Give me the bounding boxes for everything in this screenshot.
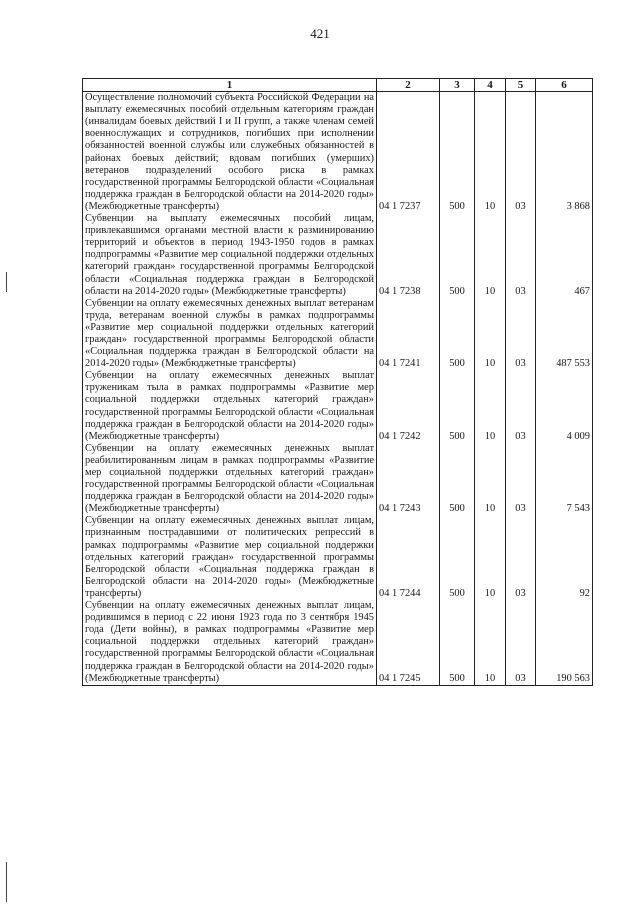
table-header-row	[83, 79, 593, 92]
row-description: Субвенции на оплату ежемесячных денежных выплат лицам, признанным пострадавшими от политических репрессий в рамках подпрограммы «Развитие мер социальной поддержки отдельных категорий граждан» государственной программы Белгородской области «Социальная поддержка граждан в Белгородской области на 2014-2020 годы» (Межбюджетные трансферты)	[83, 515, 377, 600]
budget-table	[82, 78, 593, 686]
row-description: Субвенции на оплату ежемесячных денежных выплат реабилитированным лицам в рамках подпрограммы «Развитие мер социальной поддержки отдельных категорий граждан» государственной программы Белгородской области «Социальная поддержка граждан в Белгородской области на 2014-2020 годы» (Межбюджетные трансферты)	[83, 443, 377, 516]
row-col3: 500	[440, 92, 475, 213]
column-header: 3	[440, 79, 475, 92]
row-amount: 3 868	[536, 92, 593, 213]
row-amount: 487 553	[536, 298, 593, 371]
margin-mark	[6, 862, 7, 902]
row-col5: 03	[506, 443, 536, 516]
row-col4: 10	[475, 515, 506, 600]
table-row	[83, 515, 593, 600]
column-header: 5	[506, 79, 536, 92]
table-row	[83, 213, 593, 298]
row-amount: 467	[536, 213, 593, 298]
row-col4: 10	[475, 600, 506, 685]
row-col5: 03	[506, 515, 536, 600]
row-col4: 10	[475, 213, 506, 298]
row-description: Осуществление полномочий субъекта Российской Федерации на выплату ежемесячных пособий отдельным категориям граждан (инвалидам боевых действий I и II групп, а также членам семей военнослужащих и сотрудников, погибших при исполнении обязанностей военной службы или служебных обязанностей в районах боевых действий; вдовам погибших (умерших) ветеранов подразделений особого риска в рамках государственной программы Белгородской области «Социальная поддержка граждан в Белгородской области на 2014-2020 годы» (Межбюджетные трансферты)	[83, 92, 377, 213]
row-code: 04 1 7244	[377, 515, 440, 600]
row-col4: 10	[475, 443, 506, 516]
row-col5: 03	[506, 600, 536, 685]
row-col4: 10	[475, 370, 506, 443]
row-col3: 500	[440, 515, 475, 600]
margin-mark	[6, 272, 7, 292]
row-code: 04 1 7243	[377, 443, 440, 516]
row-amount: 92	[536, 515, 593, 600]
row-description: Субвенции на оплату ежемесячных денежных выплат лицам, родившимся в период с 22 июня 1923 года по 3 сентября 1945 года (Дети войны), в рамках подпрограммы «Развитие мер социальной поддержки отдельных категорий граждан» государственной программы Белгородской области «Социальная поддержка граждан в Белгородской области на 2014-2020 годы» (Межбюджетные трансферты)	[83, 600, 377, 685]
row-col3: 500	[440, 370, 475, 443]
row-description: Субвенции на выплату ежемесячных пособий лицам, привлекавшимся органами местной власти к разминированию территорий и объектов в период 1943-1950 годов в рамках подпрограммы «Развитие мер социальной поддержки отдельных категорий граждан» государственной программы Белгородской области «Социальная поддержка граждан в Белгородской области на 2014-2020 годы» (Межбюджетные трансферты)	[83, 213, 377, 298]
row-col3: 500	[440, 213, 475, 298]
row-amount: 190 563	[536, 600, 593, 685]
row-amount: 4 009	[536, 370, 593, 443]
column-header: 1	[83, 79, 377, 92]
column-header: 6	[536, 79, 593, 92]
row-col3: 500	[440, 443, 475, 516]
row-col4: 10	[475, 298, 506, 371]
row-code: 04 1 7237	[377, 92, 440, 213]
row-col5: 03	[506, 213, 536, 298]
row-col5: 03	[506, 92, 536, 213]
table-row	[83, 92, 593, 213]
table-row	[83, 443, 593, 516]
page-number: 421	[310, 26, 330, 41]
row-code: 04 1 7241	[377, 298, 440, 371]
row-code: 04 1 7242	[377, 370, 440, 443]
row-col3: 500	[440, 298, 475, 371]
row-col5: 03	[506, 370, 536, 443]
table-row	[83, 298, 593, 371]
row-description: Субвенции на оплату ежемесячных денежных выплат труженикам тыла в рамках подпрограммы «Развитие мер социальной поддержки отдельных категорий граждан» государственной программы Белгородской области «Социальная поддержка граждан в Белгородской области на 2014-2020 годы» (Межбюджетные трансферты)	[83, 370, 377, 443]
column-header: 4	[475, 79, 506, 92]
row-col3: 500	[440, 600, 475, 685]
row-description: Субвенции на оплату ежемесячных денежных выплат ветеранам труда, ветеранам военной службы в рамках подпрограммы «Развитие мер социальной поддержки отдельных категорий граждан» государственной программы Белгородской области «Социальная поддержка граждан в Белгородской области на 2014-2020 годы» (Межбюджетные трансферты)	[83, 298, 377, 371]
table-row	[83, 600, 593, 685]
row-col4: 10	[475, 92, 506, 213]
row-col5: 03	[506, 298, 536, 371]
row-code: 04 1 7245	[377, 600, 440, 685]
column-header: 2	[377, 79, 440, 92]
row-amount: 7 543	[536, 443, 593, 516]
table-row	[83, 370, 593, 443]
row-code: 04 1 7238	[377, 213, 440, 298]
